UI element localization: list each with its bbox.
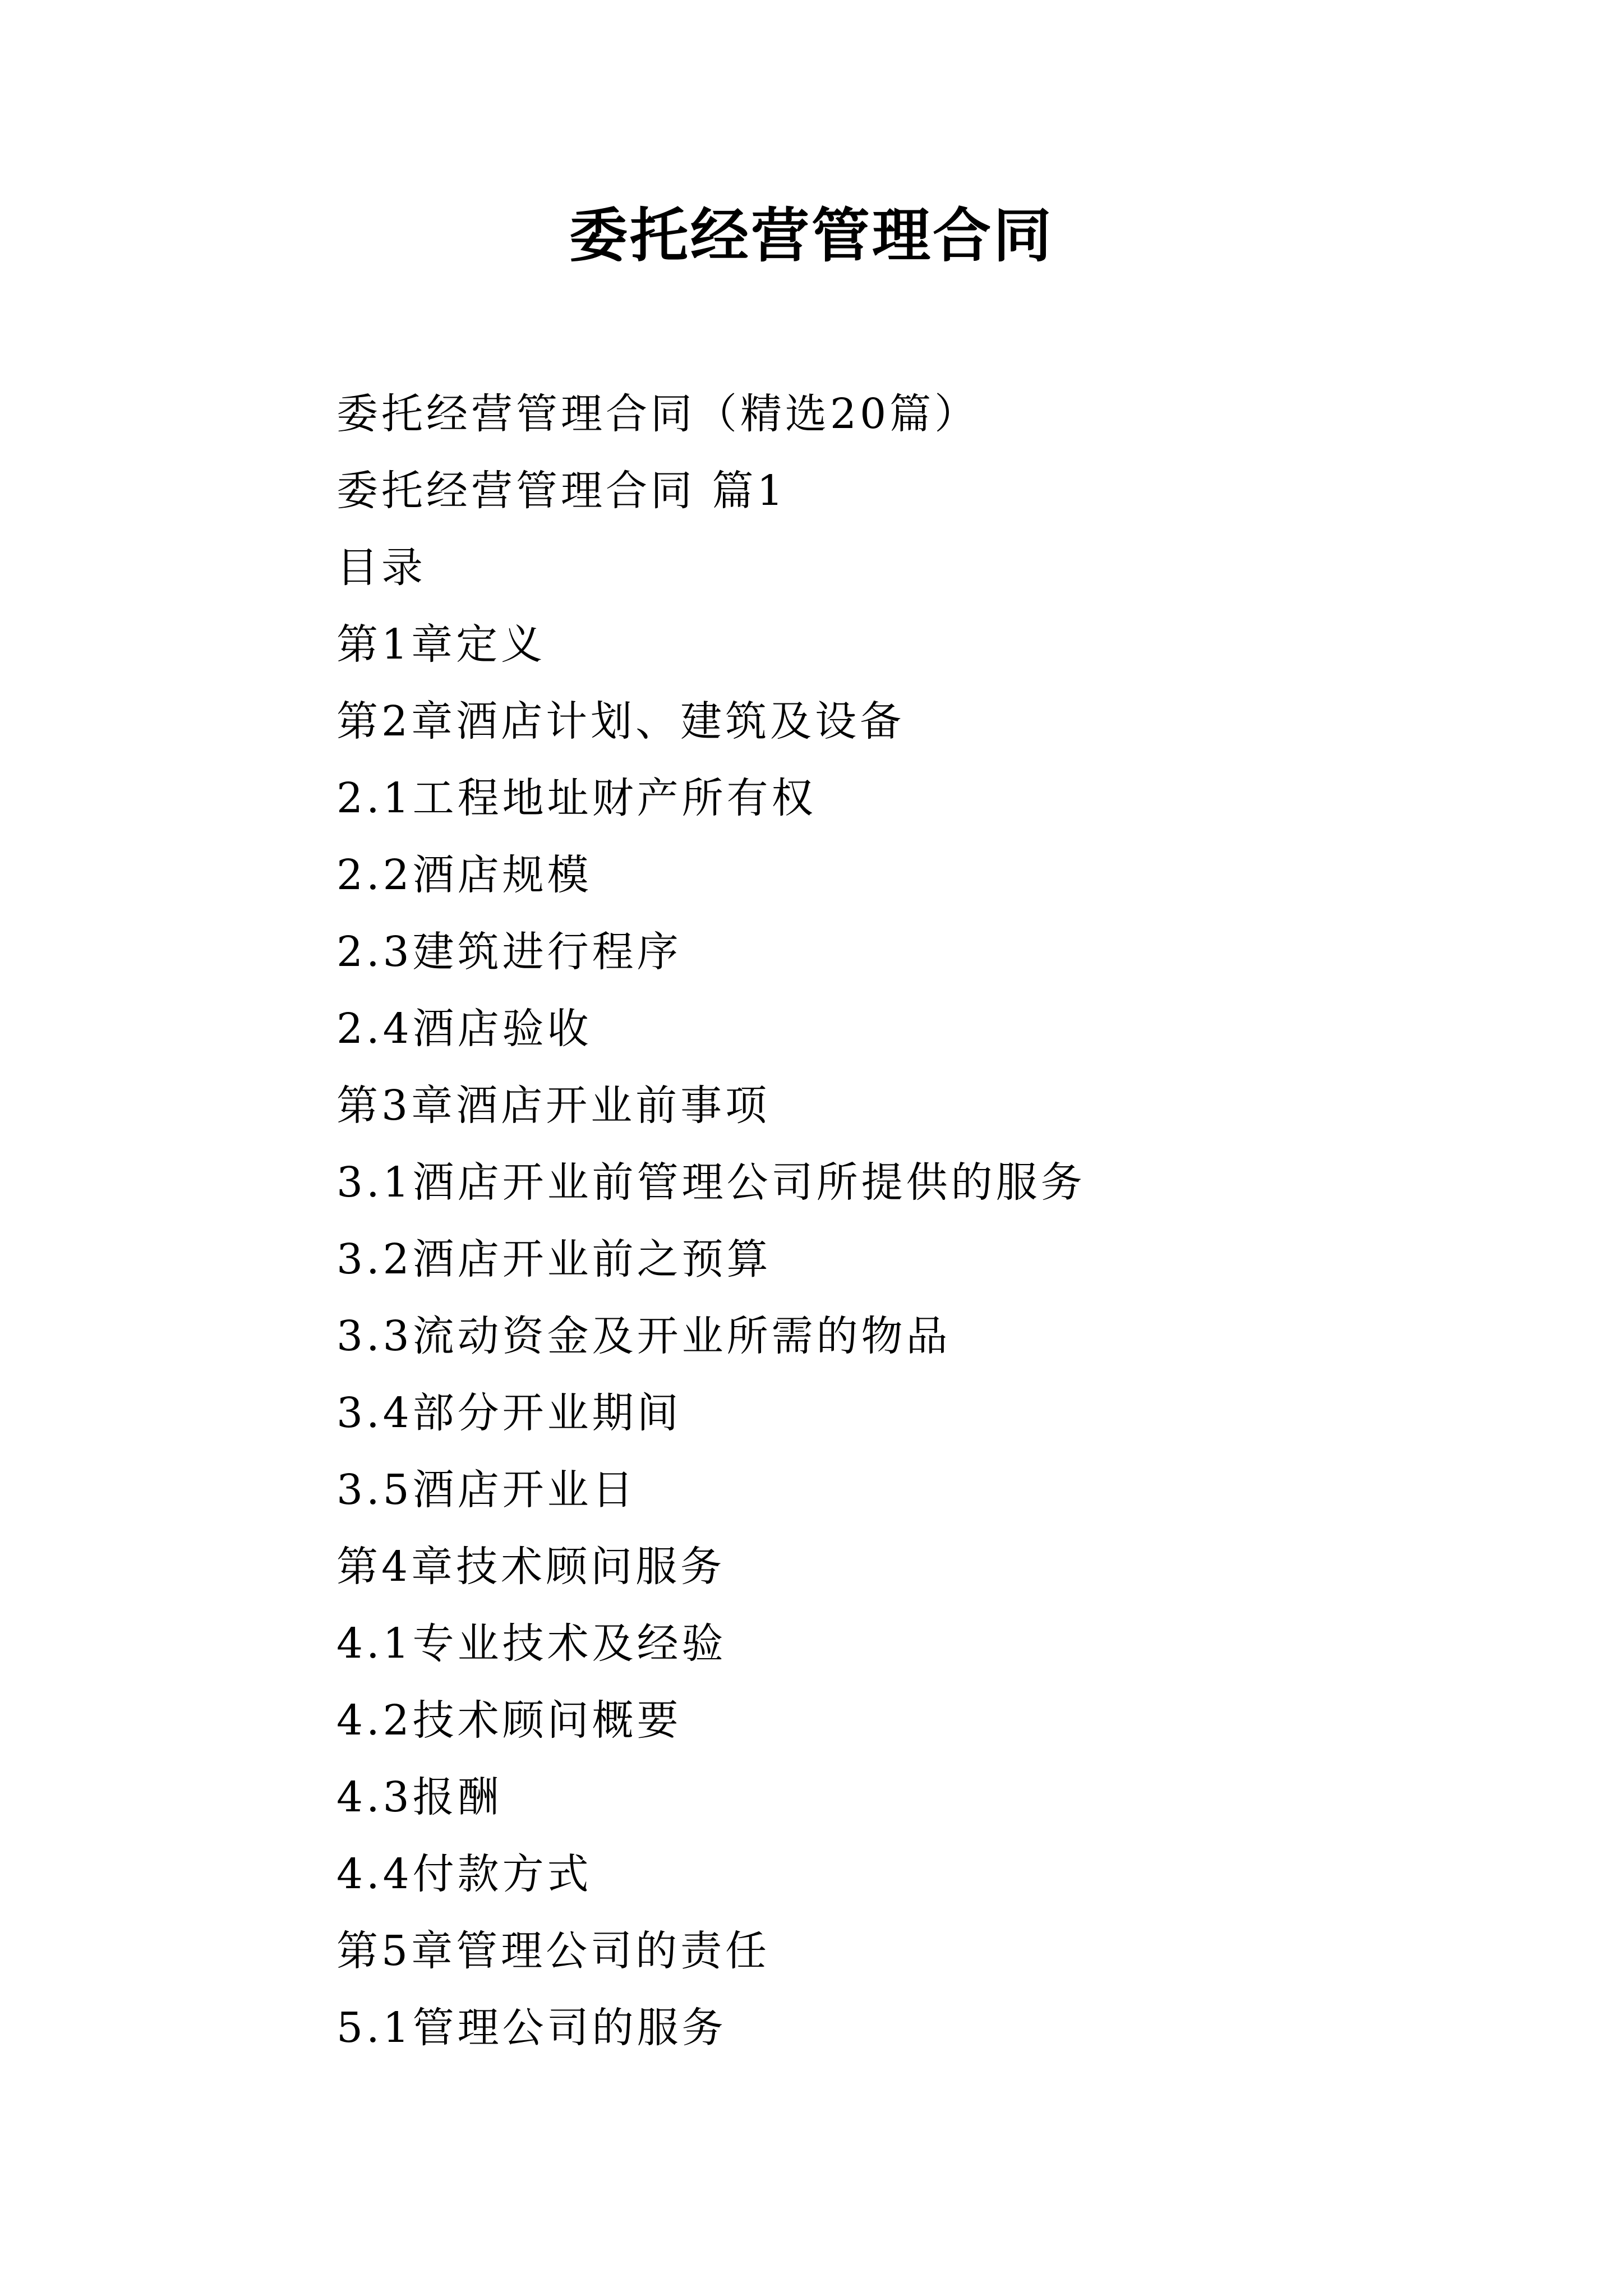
toc-chapter: 第5章管理公司的责任 xyxy=(336,1927,771,1975)
section-heading: 委托经营管理合同 篇1 xyxy=(336,467,787,515)
toc-item: 5.1管理公司的服务 xyxy=(336,2004,727,2052)
toc-item: 3.2酒店开业前之预算 xyxy=(336,1235,772,1283)
toc-item: 4.1专业技术及经验 xyxy=(336,1619,727,1668)
toc-chapter: 第1章定义 xyxy=(336,620,546,669)
toc-item: 2.2酒店规模 xyxy=(336,851,592,899)
toc-chapter: 第2章酒店计划、建筑及设备 xyxy=(336,697,905,746)
toc-item: 3.4部分开业期间 xyxy=(336,1389,682,1437)
toc-item: 3.1酒店开业前管理公司所提供的服务 xyxy=(336,1158,1086,1207)
toc-item: 4.2技术顾问概要 xyxy=(336,1696,682,1745)
document-title: 委托经营管理合同 xyxy=(569,201,1054,270)
document-body xyxy=(336,376,1514,2067)
toc-item: 2.4酒店验收 xyxy=(336,1005,592,1053)
toc-item: 2.3建筑进行程序 xyxy=(336,928,682,976)
toc-item: 3.5酒店开业日 xyxy=(336,1466,637,1514)
toc-heading: 目录 xyxy=(336,544,426,592)
document-subtitle: 委托经营管理合同（精选20篇） xyxy=(336,390,980,438)
toc-chapter: 第3章酒店开业前事项 xyxy=(336,1082,771,1130)
toc-chapter: 第4章技术顾问服务 xyxy=(336,1543,726,1591)
toc-item: 2.1工程地址财产所有权 xyxy=(336,774,817,822)
toc-item: 4.4付款方式 xyxy=(336,1850,592,1898)
toc-item: 3.3流动资金及开业所需的物品 xyxy=(336,1312,951,1360)
toc-item: 4.3报酬 xyxy=(336,1773,502,1821)
